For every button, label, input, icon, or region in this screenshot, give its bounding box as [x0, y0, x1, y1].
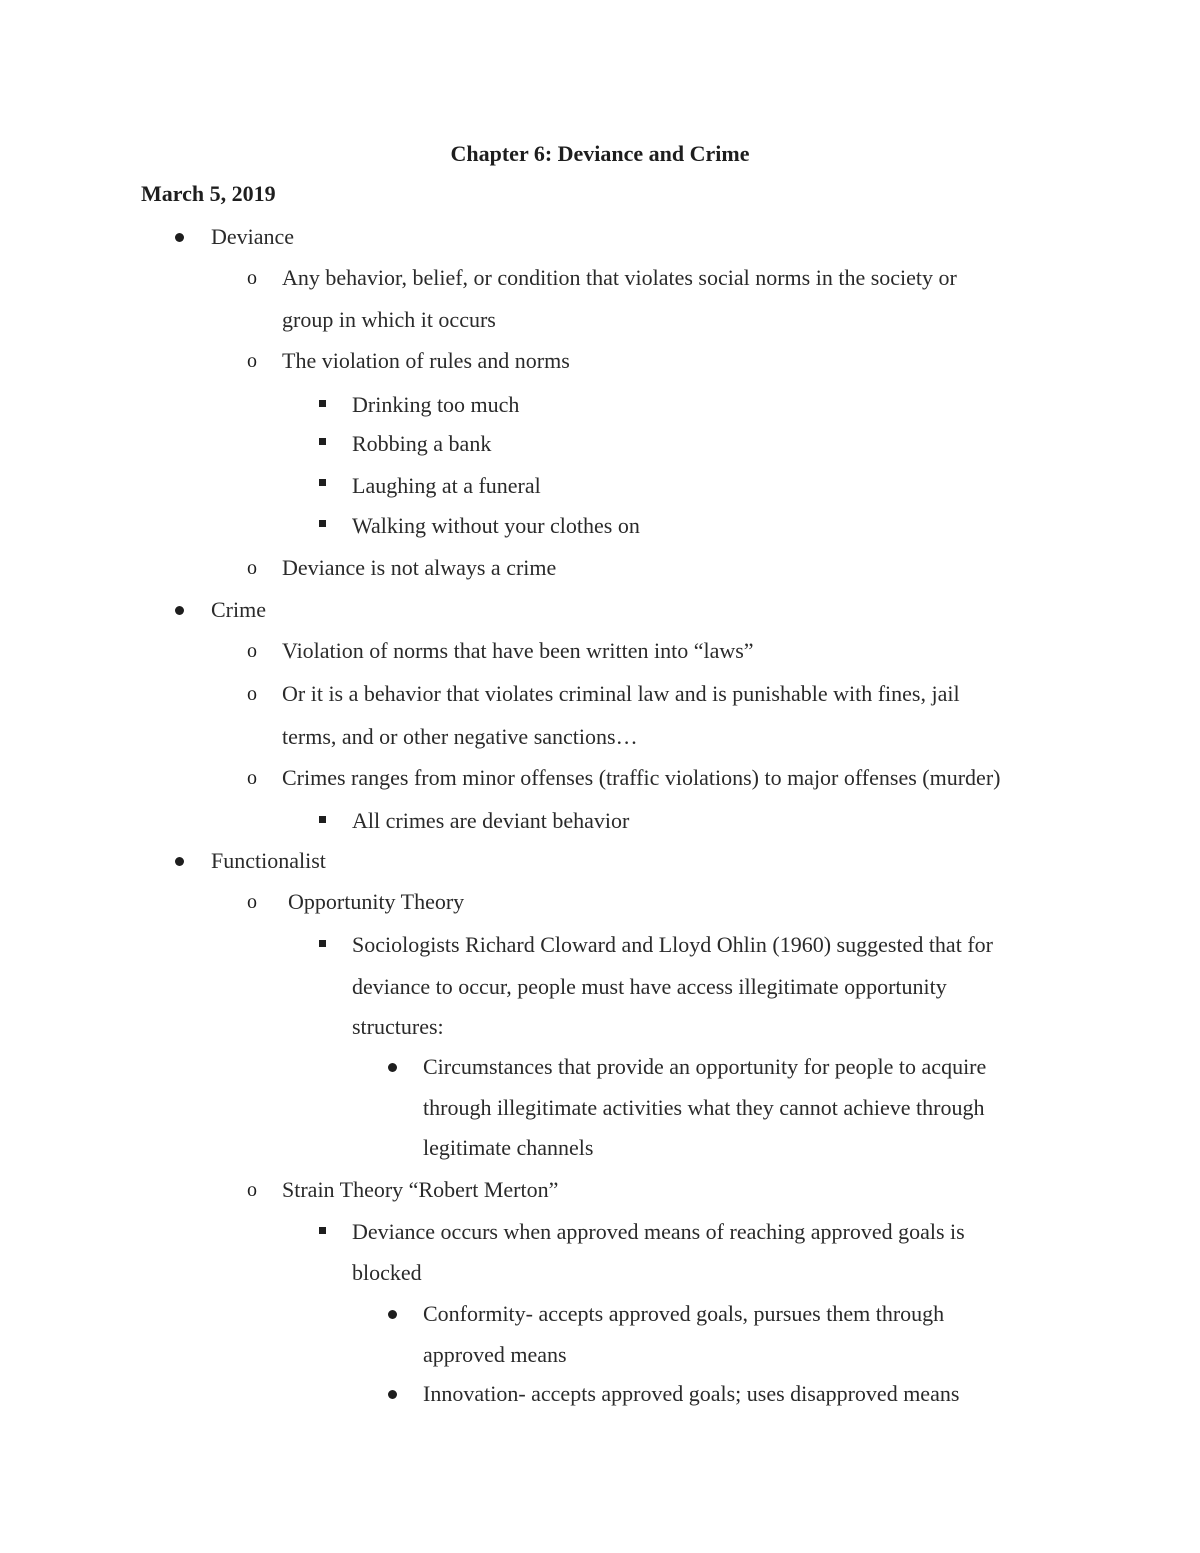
- circle-bullet-icon: o: [247, 767, 257, 789]
- circle-bullet-icon: o: [247, 891, 257, 913]
- circle-bullet-icon: o: [247, 350, 257, 372]
- list-item-continuation: group in which it occurs: [282, 307, 496, 332]
- circle-bullet-icon: o: [247, 1179, 257, 1201]
- list-item-continuation: blocked: [352, 1260, 422, 1285]
- list-item: Deviance is not always a crime: [282, 555, 557, 580]
- page-title: Chapter 6: Deviance and Crime: [450, 141, 750, 166]
- square-bullet-icon: [319, 400, 326, 407]
- list-item: Laughing at a funeral: [352, 473, 541, 498]
- bullet-dot-icon: [175, 857, 184, 866]
- date-heading: March 5, 2019: [141, 181, 276, 206]
- square-bullet-icon: [319, 520, 326, 527]
- list-item: Robbing a bank: [352, 431, 492, 456]
- list-item: Violation of norms that have been written into “laws”: [282, 638, 754, 663]
- list-item: Functionalist: [211, 848, 326, 873]
- list-item-continuation: deviance to occur, people must have access illegitimate opportunity: [352, 974, 947, 999]
- bullet-dot-icon: [388, 1390, 397, 1399]
- circle-bullet-icon: o: [247, 683, 257, 705]
- square-bullet-icon: [319, 1227, 326, 1234]
- list-item: Conformity- accepts approved goals, pursues them through: [423, 1301, 945, 1326]
- bullet-dot-icon: [388, 1063, 397, 1072]
- list-item: Crime: [211, 597, 266, 622]
- square-bullet-icon: [319, 438, 326, 445]
- list-item-continuation: legitimate channels: [423, 1135, 594, 1160]
- circle-bullet-icon: o: [247, 640, 257, 662]
- square-bullet-icon: [319, 479, 326, 486]
- list-item: Opportunity Theory: [288, 889, 465, 914]
- list-item: Circumstances that provide an opportunity for people to acquire: [423, 1054, 987, 1079]
- square-bullet-icon: [319, 940, 326, 947]
- list-item: Any behavior, belief, or condition that violates social norms in the society or: [282, 265, 957, 290]
- list-item-continuation: through illegitimate activities what they cannot achieve through: [423, 1095, 985, 1120]
- list-item: Deviance: [211, 224, 295, 249]
- list-item-continuation: approved means: [423, 1342, 567, 1367]
- circle-bullet-icon: o: [247, 557, 257, 579]
- list-item: Sociologists Richard Cloward and Lloyd Ohlin (1960) suggested that for: [352, 932, 993, 957]
- list-item-continuation: terms, and or other negative sanctions…: [282, 724, 638, 749]
- list-item: Strain Theory “Robert Merton”: [282, 1177, 559, 1202]
- circle-bullet-icon: o: [247, 267, 257, 289]
- list-item: All crimes are deviant behavior: [352, 808, 630, 833]
- bullet-dot-icon: [388, 1310, 397, 1319]
- list-item: Or it is a behavior that violates criminal law and is punishable with fines, jail: [282, 681, 960, 706]
- list-item-continuation: structures:: [352, 1014, 444, 1039]
- list-item: Deviance occurs when approved means of reaching approved goals is: [352, 1219, 965, 1244]
- list-item: Crimes ranges from minor offenses (traffic violations) to major offenses (murder): [282, 765, 1001, 790]
- list-item: Walking without your clothes on: [352, 513, 640, 538]
- list-item: Innovation- accepts approved goals; uses disapproved means: [423, 1381, 960, 1406]
- list-item: Drinking too much: [352, 392, 520, 417]
- square-bullet-icon: [319, 816, 326, 823]
- list-item: The violation of rules and norms: [282, 348, 570, 373]
- bullet-dot-icon: [175, 606, 184, 615]
- bullet-dot-icon: [175, 233, 184, 242]
